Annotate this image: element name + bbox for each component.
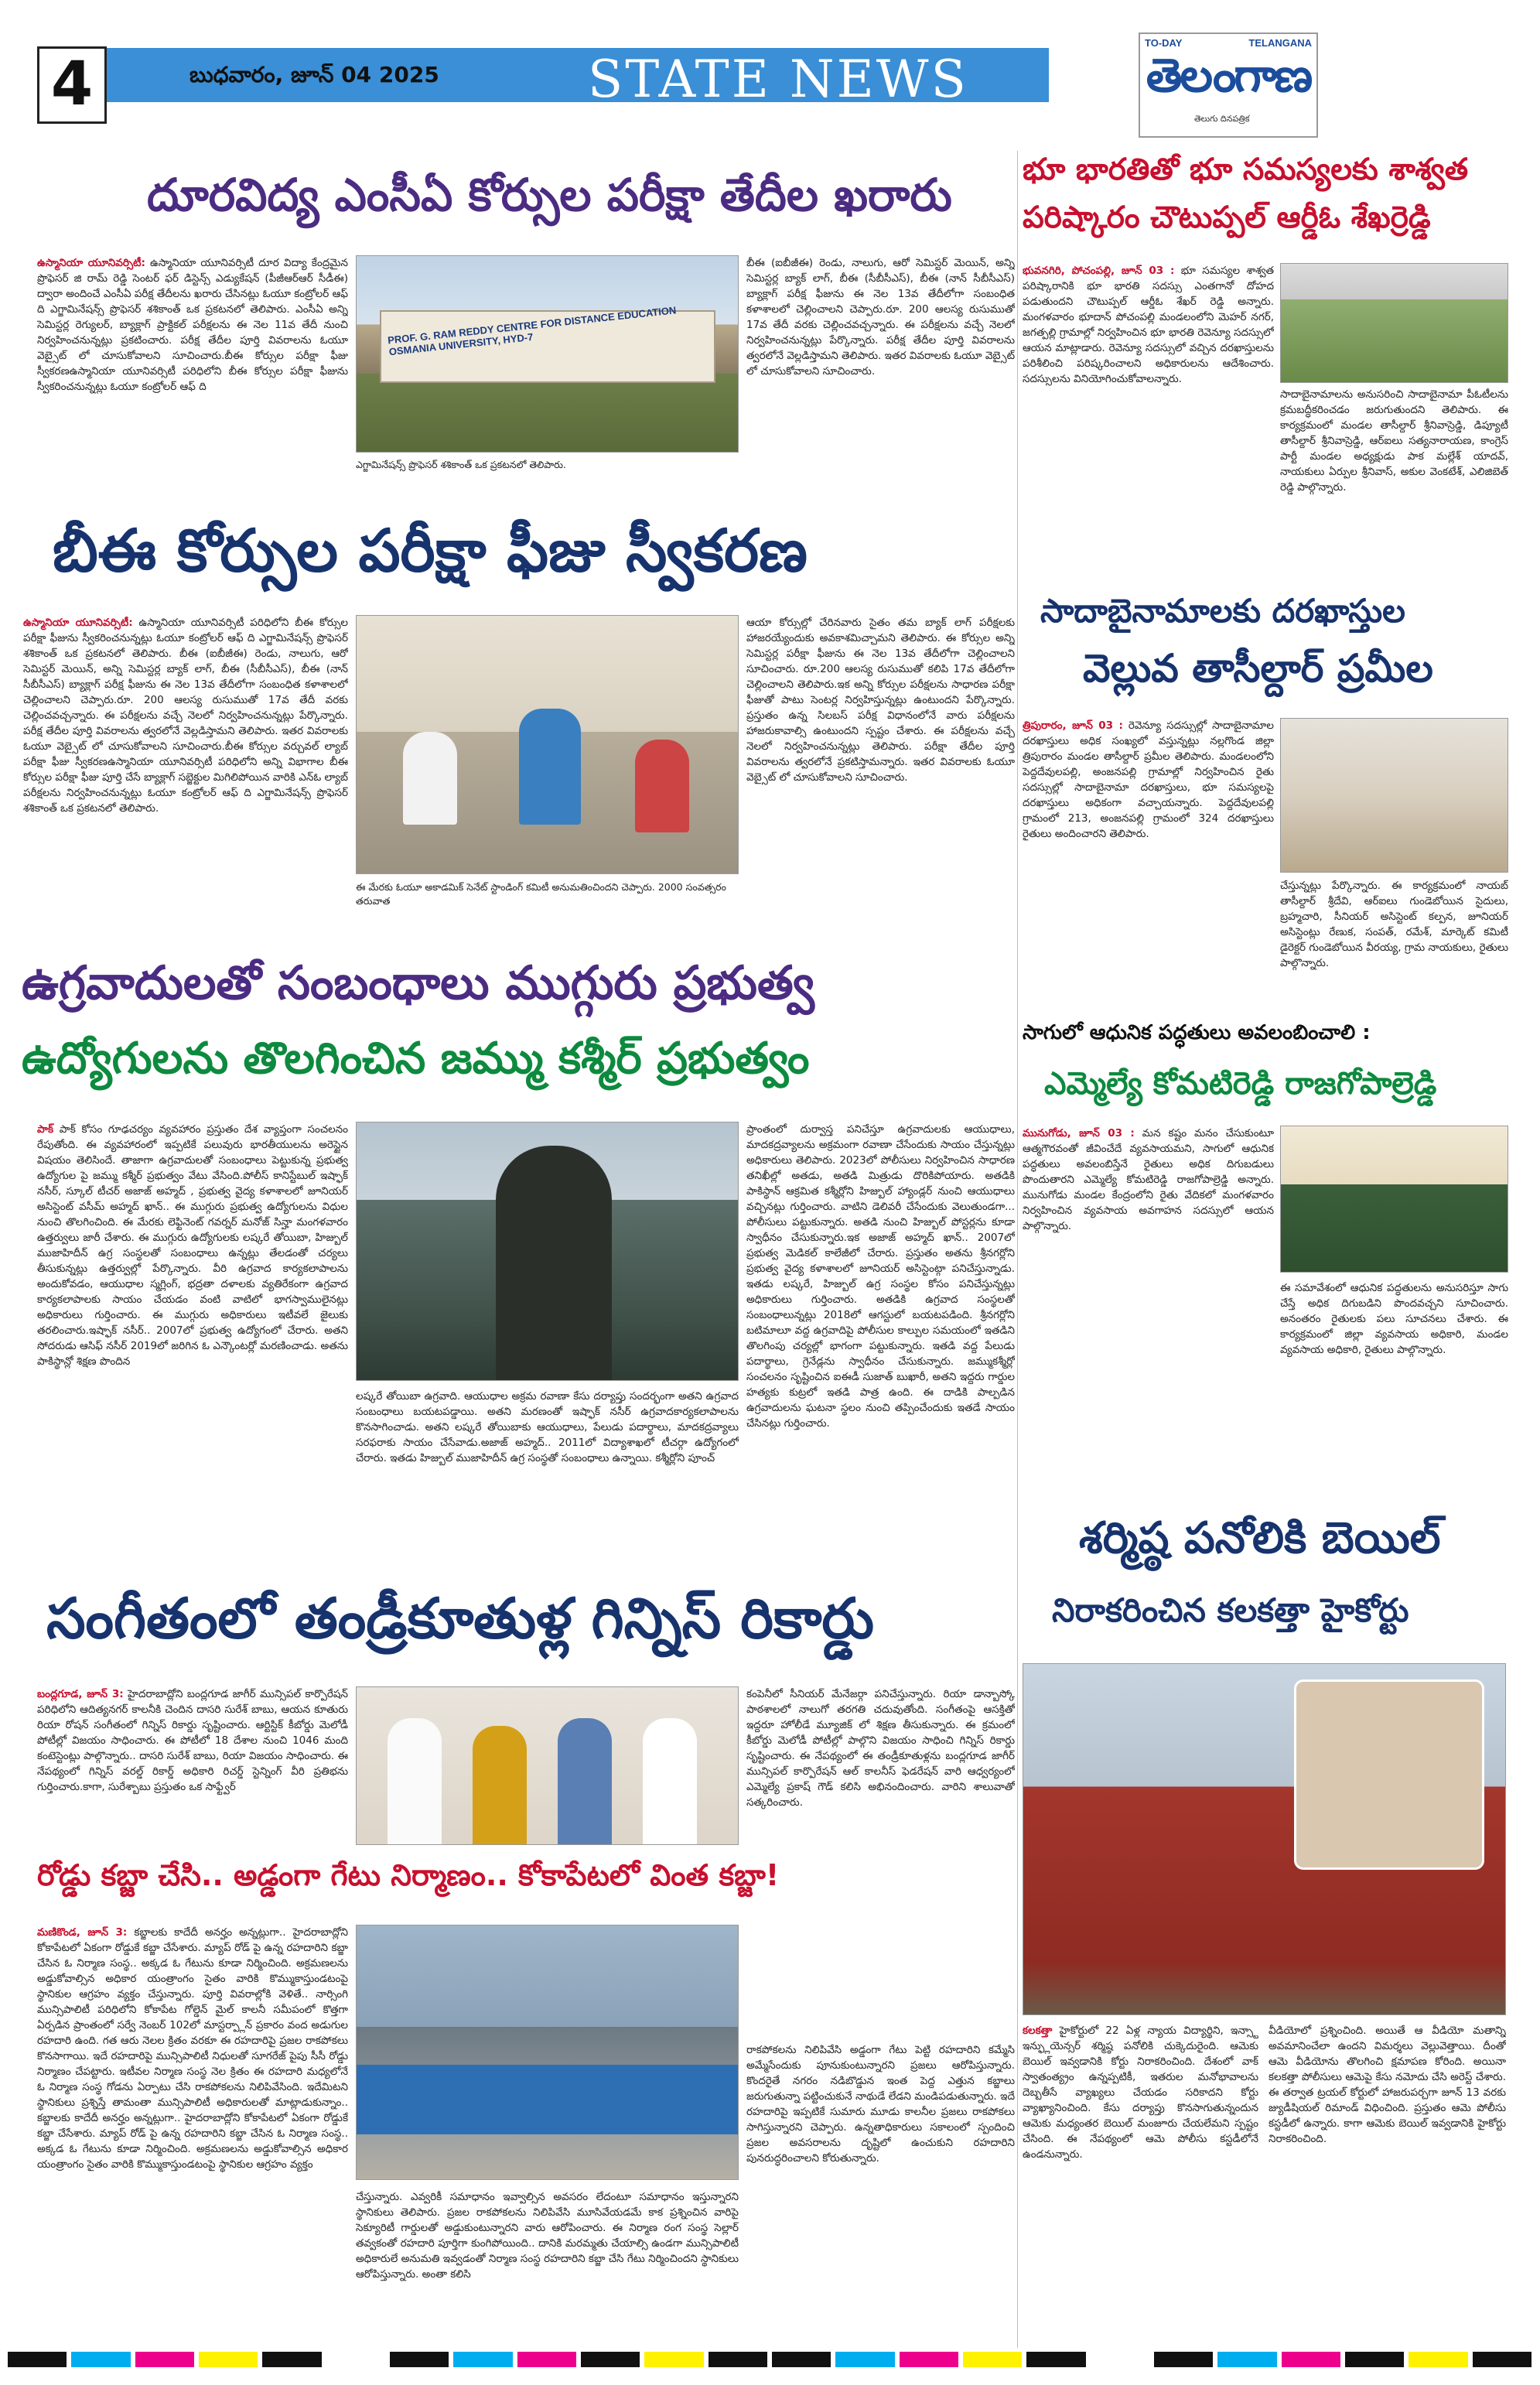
a1-photo-building	[356, 255, 739, 453]
logo-tagline: తెలుగు దినపత్రిక	[1194, 114, 1250, 124]
a7-body2: చేస్తున్నట్లు పేర్కొన్నారు. ఈ కార్యక్రమంలో నాయబ్ తాసీల్దార్ శ్రీదేవి, ఆర్ఐలు గుండెబోయిన సైదులు, బ్రహ్మచారి, సీనియర్ అసిస్టెంట్ కల్పన, జూనియర్ అసిస్టెంట్లు రేణుక, సంపత్, రమేశ్, మార్కెట్ కమిటీ డైరెక్టర్ గుండెబోయిన వీరయ్య, గ్రామ నాయకులు, రైతులు పాల్గొన్నారు.	[1280, 880, 1508, 969]
a5-body-text: కబ్జాలకు కాదేదీ అనర్హం అన్నట్లుగా.. హైదరాబాద్లోని కోకాపేటలో ఏకంగా రోడ్డుకే కబ్జా చేసేశారు. మ్యాప్ రోడ్ పై ఉన్న రహదారిని కబ్జా చేసిన ఓ నిర్మాణ సంస్థ.. అక్కడ ఓ గేటును కూడా నిర్మించింది. అక్రమణలను అడ్డుకోవాల్సిన అధికార యంత్రాంగం సైతం వారికి కొమ్ముకాస్తుండటంపై స్థానికుల ఆగ్రహం వ్యక్తం చేస్తున్నారు. పూర్తి వివరాల్లోకి వెళితే.. నార్సింగి మున్సిపాలిటీ పరిధిలోని కోకాపేట గోల్డెన్ మైల్ కాలనీ సమీపంలో కొత్తగా ఏర్పడిన ప్రాంతంలో సర్వే నెంబర్ 102లో మాస్టర్ప్లాన్ ప్రకారం వంద అడుగుల రహదారి ఉంది. గత ఆరు నెలల క్రితం వరకూ ఈ రహదారిపై ప్రజల రాకపోకలు కొనసాగాయి. ఇదే రహదారిపై మున్సిపాలిటీ నిధులతో సూగరేజ్ పైపు సీసీ రోడ్డు నిర్మాణం చేపట్టారు. ఇటీవల నిర్మాణ సంస్థ నెల క్రితం ఈ రహదారి మధ్యలోనే ఓ నిర్మాణ సంస్థ గోడను ఏర్పాటు చేసి రాకపోకలను నిలిపివేసింది. ఇదేమిటని స్థానికులు ప్రశ్నిస్తే తామంతా మున్సిపాలిటీ అధికారులతో మాట్లాడుకున్నాం.. కబ్జాలకు కాదేదీ అనర్హం అన్నట్లుగా.. హైదరాబాద్లోని కోకాపేటలో ఏకంగా రోడ్డుకే కబ్జా చేసేశారు. మ్యాప్ రోడ్ పై ఉన్న రహదారిని కబ్జా చేసిన ఓ నిర్మాణ సంస్థ.. అక్కడ ఓ గేటును కూడా నిర్మించింది. అక్రమణలను అడ్డుకోవాల్సిన అధికార యంత్రాంగం సైతం వారికి కొమ్ముకాస్తుండటంపై స్థానికుల ఆగ్రహం వ్యక్తం	[37, 1926, 348, 2171]
column-rule	[1017, 151, 1018, 2348]
a4-byline: బంద్లగూడ, జూన్ 3:	[37, 1688, 124, 1700]
masthead-logo	[1139, 32, 1318, 138]
a3-photo-soldier	[356, 1122, 739, 1381]
a6-body2: సాదాబైనామాలను అనుసరించి సాదాబైనామా పీఓటీలను క్రమబద్ధీకరించడం జరుగుతుందని తెలిపారు. ఈ కార్యక్రమంలో మండల తాసీల్దార్ శ్రీనివాస్రెడ్డి, డిప్యూటీ తాసీల్దార్ శ్రీనివాస్రెడ్డి, ఆర్ఐలు సత్యనారాయణ, కాంగ్రెస్ పార్టీ మండల అధ్యక్షుడు పాక మల్లేశ్ యాదవ్, నాయకులు ఏర్పుల శ్రీనివాస్, అకుల వెంకటేశ్, ఎలిజిబెత్ రెడ్డి పాల్గొన్నారు.	[1280, 388, 1508, 494]
logo-brand: తెలంగాణ	[1146, 49, 1311, 103]
a3-headline-2: ఉద్యోగులను తొలగించిన జమ్ము కశ్మీర్ ప్రభుత్వం	[22, 1034, 810, 1084]
logo-top-right: TELANGANA	[1248, 37, 1312, 49]
logo-top-left: TO-DAY	[1145, 37, 1183, 49]
a8-byline: మునుగోడు, జూన్ 03 :	[1023, 1127, 1135, 1140]
a8-photo-mla	[1280, 1126, 1508, 1273]
a4-body2: కంపెనీలో సీనియర్ మేనేజర్గా పనిచేస్తున్నారు. రియా డాన్బాస్కో పాఠశాలలో నాలుగో తరగతి చదువుతోంది. సంగీతంపై ఆసక్తితో ఇద్దరూ హోలీడే మ్యూజిక్ లో శిక్షణ తీసుకున్నారు. ఈ క్రమంలో కీబోర్డు మెలోడీ పోటీల్లో పాల్గొని విజయం సాధించి గిన్నిస్ రికార్డు సృష్టించారు. ఈ నేపథ్యంలో ఈ తండ్రీకూతుళ్లను బంద్లగూడ జాగీర్ మున్సిపల్ కార్పొరేషన్ ఆల్ కాలనీస్ ఫెడరేషన్ వారి ఆధ్వర్యంలో ఎమ్మెల్యే ప్రకాష్ గౌడ్ కలిసి అభినందించారు. వారిని శాలువాతో సత్కరించారు.	[746, 1688, 1015, 1809]
a5-caption: చేస్తున్నారు. ఎవ్వరికీ సమాధానం ఇవ్వాల్సిన అవసరం లేదంటూ సమాధానం ఇస్తున్నారని స్థానికులు తెలిపారు. ప్రజల రాకపోకలను నిలిపివేసి మూసివేయడమే కాక ప్రశ్నించిన వారిపై సెక్యూరిటీ గార్డులతో అడ్డుకుంటున్నారని వారు ఆరోపించారు. ఈ నిర్మాణ రంగ సంస్థ సెల్లార్ తవ్వకంతో రహదారి పూర్తిగా కుంగిపోయింది.. దానికి మరమ్మతు చేయాల్సి ఉండగా మున్సిపాలిటీ అధికారులే అనుమతి ఇవ్వడంతో నిర్మాణ సంస్థ రహదారిని కబ్జా చేసి గేటు నిర్మించిందని స్థానికులు ఆరోపిస్తున్నారు. అంతా కలిసి	[356, 2191, 739, 2281]
a4-headline: సంగీతంలో తండ్రీకూతుళ్ల గిన్నిస్ రికార్డు	[46, 1586, 875, 1651]
a1-body2: బీఈ (ఐబీజీఈ) రెండు, నాలుగు, ఆరో సెమిస్టర్ మెయిన్, అన్ని సెమిస్టర్ల బ్యాక్ లాగ్, బీఈ (సీబీసీఎస్), బీఈ (నాన్ సీబీసీఎస్) బ్యాక్లాగ్ పరీక్ష ఫీజును ఈ నెల 13వ తేదీలోగా సంబంధిత కళాశాలలో చెల్లించాలని చెప్పారు.రూ. 200 ఆలస్య రుసుముతో 17వ తేదీ వరకు చెల్లించవచ్చన్నారు. ఈ పరీక్షలను వచ్చే నెలలో నిర్వహించనున్నట్లు పేర్కొన్నారు. పరీక్ష తేదీల పూర్తి వివరాలను త్వరలోనే వెల్లడిస్తామని తెలిపారు. ఇతర వివరాలకు ఓయూ వెబ్సైట్ లో చూసుకోవాలని సూచించారు.	[746, 257, 1015, 378]
a1-headline: దూరవిద్య ఎంసీఏ కోర్సుల పరీక్షా తేదీల ఖరారు	[147, 169, 952, 221]
a9-headline-1: శర్మిష్ఠ పనోలికి బెయిల్	[1079, 1513, 1441, 1563]
a8-headline: ఎమ్మెల్యే కోమటిరెడ్డి రాజగోపాల్రెడ్డి	[1044, 1066, 1437, 1102]
a1-photo-signage: PROF. G. RAM REDDY CENTRE FOR DISTANCE EDUCATION OSMANIA UNIVERSITY, HYD-7	[387, 304, 677, 358]
a6-headline-1: భూ భారతితో భూ సమస్యలకు శాశ్వత	[1023, 152, 1469, 187]
a8-body-text: మన కష్టం మనం చేసుకుంటూ ఆత్మగౌరవంతో జీవించేదే వ్యవసాయమని, సాగులో ఆధునిక పద్ధతులు అవలంబిస్తేనే రైతులు అధిక దిగుబడులు పొందుతారని ఎమ్మెల్యే కోమటిరెడ్డి రాజగోపాల్రెడ్డి అన్నారు. మునుగోడు మండల కేంద్రంలోని రైతు వేదికలో మంగళవారం నిర్వహించిన వ్యవసాయ అవగాహన సదస్సులో ఆయన పాల్గొన్నారు.	[1023, 1127, 1274, 1232]
a5-body	[37, 1925, 348, 2354]
a1-byline: ఉస్మానియా యూనివర్సిటీ:	[37, 257, 145, 269]
a7-photo-office	[1280, 718, 1508, 873]
a3-body-text: పాక్ కోసం గూఢచర్యం వ్యవహారం ప్రస్తుతం దేశ వ్యాప్తంగా సంచలనం రేపుతోంది. ఈ వ్యవహారంలో ఇప్పటికే పలువురు భారతీయులను అరెస్టైన విషయం తెలిసిందే. తాజాగా ఉగ్రవాదులతో సంబంధాలు పెట్టుకున్న ప్రభుత్వ ఉద్యోగుల పై జమ్ము కశ్మీర్ ప్రభుత్వం వేటు వేసింది.పోలీస్ కానిస్టేబుల్ ఇష్ఫాక్ నసీర్, స్కూల్ టీచర్ అజాజ్ అహ్మద్ , ప్రభుత్వ వైద్య కళాశాలలో జూనియర్ అసిస్టెంట్ వసీమ్ అహ్మద్ ఖాన్.. ఈ ముగ్గురు ప్రభుత్వ ఉద్యోగులను విధుల నుంచి తొలగించింది. ఈ మేరకు లెఫ్టినెంట్ గవర్నర్ మనోజ్ సిన్హా మంగళవారం ఉత్తర్వులు జారీ చేశారు. ఈ ముగ్గురు ఉద్యోగులకు లష్కరే తోయిబా, హిజ్బుల్ ముజాహిదీన్ ఉగ్ర సంస్థలతో సంబంధాలు ఉన్నట్లు తేలడంతో చర్యలు తీసుకున్నట్లు ఉత్తర్వుల్లో పేర్కొన్నారు. వీరి ఉగ్రవాద కార్యకలాపాలను అందుకోవడం, ఆయుధాల స్మగ్లింగ్, భద్రతా దళాలకు వ్యతిరేకంగా ఉగ్రవాద కార్యకలాపాలకు సాయం చేయడం వంటి వాటిలో భాగస్వాములైనట్లు అధికారులు గుర్తించారు. ఈ ముగ్గురు అధికారులు ఇటీవలే జైలుకు తరలించారు.ఇష్ఫాక్ నసీర్.. 2007లో ప్రభుత్వ ఉద్యోగంలో చేరారు. అతని సోదరుడు ఆసిఫ్ నసీర్ 2019లో జరిగిన ఓ ఎన్కౌంటర్లో మరణించాడు. అతను పాకిస్థాన్లో శిక్షణ పొందిన	[37, 1123, 348, 1368]
a7-headline-1: సాదాబైనామాలకు దరఖాస్తుల	[1040, 592, 1405, 630]
a5-photo-gate	[356, 1925, 739, 2180]
a5-body2: రాకపోకలను నిలిపివేసి అడ్డంగా గేటు పెట్టి రహదారిని కమ్మేసి అమ్మేసేందుకు పూనుకుంటున్నారని ప్రజలు ఆరోపిస్తున్నారు. కొందరైతే నగరం నడిబొడ్డున ఇంత పెద్ద ఎత్తున కబ్జాలు జరుగుతున్నా పట్టించుకునే నాథుడే లేడని మండిపడుతున్నారు. ఇదే రహదారిపై ఇప్పటికే సుమారు మూడు కాలనీల ప్రజలు రాకపోకలు సాగిస్తున్నారని చెప్పారు. ఉన్నతాధికారులు సకాలంలో స్పందించి ప్రజల అవసరాలను దృష్టిలో ఉంచుకుని రహదారిని పునరుద్ధరించాలని కోరుతున్నారు.	[746, 2044, 1015, 2165]
a6-body	[1023, 263, 1274, 549]
a2-body2: ఆయా కోర్సుల్లో చేరినవారు సైతం తమ బ్యాక్ లాగ్ పరీక్షలకు హాజరయ్యేందుకు అవకాశమిచ్చామని తెలిపారు. ఈ కోర్సుల అన్ని సెమిస్టర్ల పరీక్షా ఫీజును ఈ నెల 13వ తేదీలోగా చెల్లించాలని సూచించారు. రూ.200 ఆలస్య రుసుముతో కలిపి 17వ తేదీలోగా చెల్లించాలని తెలిపారు.ఇక అన్ని కోర్సుల పరీక్షలను సాధారణ పరీక్షా ఫీజుతో పాటు సెంటర్ల నిర్వహిస్తున్నట్లు ఉంటుందని పేర్కొన్నారు. ప్రస్తుతం ఉన్న సిలబస్ పరీక్ష విధానంలోనే వారు పరీక్షలను హాజరుకావాల్సి ఉంటుందని స్పష్టం చేశారు. ఈ పరీక్షలను వచ్చే నెలలో నిర్వహించనున్నట్లు తెలిపారు. పరీక్షా తేదీల పూర్తి వివరాలను త్వరలోనే ప్రకటిస్తామన్నారు. ఇతర వివరాలకు ఓయూ వెబ్సైట్ లో చూసుకోవాలని సూచించారు.	[746, 617, 1015, 784]
a5-byline: మణికొండ, జూన్ 3:	[37, 1926, 128, 1939]
a9-body-text: హైకోర్టులో 22 ఏళ్ల న్యాయ విద్యార్థిని, ఇన్స్టా ఇన్ఫ్లుయెన్సర్ శర్మిష్ఠ పనోలికి చుక్కెదురైంది. ఆమెకు బెయిల్ ఇవ్వడానికి కోర్టు నిరాకరించింది. దేశంలో వాక్ స్వాతంత్య్రం ఉన్నప్పటికీ, ఇతరుల మనోభావాలను దెబ్బతీసే వ్యాఖ్యలు చేయడం సరికాదని కోర్టు వ్యాఖ్యానించింది. కేసు దర్యాప్తు కొనసాగుతున్నందున ఆమెకు మధ్యంతర బెయిల్ మంజూరు చేయలేమని స్పష్టం చేసింది. ఈ నేపథ్యంలో ఆమె పోలీసు కస్టడీలోనే ఉండనున్నారు.	[1023, 2025, 1258, 2161]
a8-kicker: సాగులో ఆధునిక పద్ధతులు అవలంబించాలి :	[1023, 1021, 1371, 1044]
issue-date: బుధవారం, జూన్ 04 2025	[190, 62, 439, 87]
page-number: 4	[37, 46, 107, 124]
a9-byline: కలకత్తా	[1023, 2025, 1053, 2037]
a8-body2: ఈ సమావేశంలో ఆధునిక పద్ధతులను అనుసరిస్తూ సాగు చేస్తే అధిక దిగుబడిని పొందవచ్చని సూచించారు. అనంతరం రైతులకు పలు సూచనలు చేశారు. ఈ కార్యక్రమంలో జిల్లా వ్యవసాయ అధికారి, మండల వ్యవసాయ అధికారి, రైతులు పాల్గొన్నారు.	[1280, 1282, 1508, 1356]
a1-body-text: ఉస్మానియా యూనివర్సిటీ దూర విద్యా కేంద్రమైన ప్రొఫెసర్ జి రామ్ రెడ్డి సెంటర్ ఫర్ డిస్టెన్స్ ఎడ్యుకేషన్ (పీజీఆర్ఆర్ సీడీఈ) ద్వారా అందించే ఎంసీఏ పరీక్ష తేదీలను ఖరారు చేసినట్లు ఓయూ కంట్రోలర్ ఆఫ్ ది ఎగ్జామినేషన్స్ ప్రొఫెసర్ శశికాంత్ ఒక ప్రకటనలో తెలిపారు. ఎంసీఏ అన్ని సెమిస్టర్ల రెగ్యులర్, బ్యాక్లాగ్ ప్రాక్టికల్ పరీక్షలను ఈ నెల 11వ తేదీ నుంచి నిర్వహించనున్నట్లు ప్రకటించారు. పరీక్ష తేదీల పూర్తి వివరాలను ఓయూ వెబ్సైట్ లో చూసుకోవాలని సూచించారు.బీఈ కోర్సుల పరీక్షా ఫీజు స్వీకరణఉస్మానియా యూనివర్సిటీ పరిధిలోని బీఈ కోర్సుల పరీక్షా ఫీజును స్వీకరించనున్నట్లు ఓయూ కంట్రోలర్ ఆఫ్ ది	[37, 257, 348, 393]
a7-body	[1023, 718, 1274, 1012]
a6-body-text: భూ సమస్యల శాశ్వత పరిష్కారానికి భూ భారతి సదస్సు ఎంతగానో దోహద పడుతుందని చౌటుప్పల్ ఆర్డీఓ శేఖర్ రెడ్డి అన్నారు. మంగళవారం భూదాన్ పోచంపల్లి మండలంలోని మెహర్ నగర్, జగత్పల్లి గ్రామాల్లో నిర్వహించిన భూ భారతి రెవెన్యూ సదస్సులో ఆయన మాట్లాడారు. రెవెన్యూ సదస్సులో వచ్చిన దరఖాస్తులను పరిశీలించి పరిష్కరించాలని అధికారులను ఆదేశించారు. సదస్సులను వినియోగించుకోవాలన్నారు.	[1023, 265, 1274, 385]
a8-body	[1023, 1126, 1274, 1559]
a6-headline-2: పరిష్కారం చౌటుప్పల్ ఆర్డీఓ శేఖర్రెడ్డి	[1023, 200, 1431, 235]
a9-photo-court	[1023, 1663, 1506, 2015]
a5-headline: రోడ్డు కబ్జా చేసి.. అడ్డంగా గేటు నిర్మాణం.. కోకాపేటలో వింత కబ్జా!	[37, 1858, 780, 1892]
a1-caption: ఎగ్జామినేషన్స్ ప్రొఫెసర్ శశికాంత్ ఒక ప్రకటనలో తెలిపారు.	[356, 459, 566, 470]
a2-body	[23, 615, 348, 924]
a2-byline: ఉస్మానియా యూనివర్సిటీ:	[23, 617, 133, 629]
a9-body	[1023, 2023, 1258, 2352]
a9-headline-2: నిరాకరించిన కలకత్తా హైకోర్టు	[1052, 1591, 1409, 1629]
a2-caption: ఈ మేరకు ఓయూ అకాడమిక్ సెనేట్ స్టాండింగ్ కమిటీ అనుమతించిందని చెప్పారు. 2000 సంవత్సరం తరువాత	[356, 881, 726, 907]
a7-byline: త్రిపురారం, జూన్ 03 :	[1023, 719, 1123, 732]
a2-photo-exam-hall	[356, 615, 739, 874]
a4-body	[37, 1686, 348, 1841]
a9-body2: వీడియోలో ప్రశ్నించింది. అయితే ఆ వీడియో మతాన్ని అవమానించేలా ఉందని విమర్శలు వెల్లువెత్తాయి. దీంతో ఆమె వీడియోను తొలగించి క్షమాపణ కోరింది. అయినా కలకత్తా పోలీసులు ఆమెపై కేసు నమోదు చేసి అరెస్ట్ చేశారు. ఈ తర్వాత ట్రయల్ కోర్టులో హాజరుపర్చగా జూన్ 13 వరకు జ్యుడీషియల్ రిమాండ్ విధించింది. ప్రస్తుతం ఆమె పోలీసు కస్టడీలో ఉన్నారు. కాగా ఆమెకు బెయిల్ ఇవ్వడానికి హైకోర్టు నిరాకరించింది.	[1269, 2025, 1506, 2145]
a7-headline-2: వెల్లువ తాసీల్దార్ ప్రమీల	[1083, 646, 1433, 691]
a3-byline: పాక్	[37, 1123, 54, 1136]
a4-photo-felicitation	[356, 1686, 739, 1845]
a3-body2: ప్రాంతంలో దుర్వాస్త పనిచేస్తూ ఉగ్రవాదులకు ఆయుధాలు, మాదకద్రవ్యాలను అక్రమంగా రవాణా చేసేందుకు సాయం చేస్తున్నట్లు అధికారులు తెలిపారు. 2023లో పోలీసులు నిర్వహించిన సాధారణ తనిఖీల్లో అతడు, అతడి మిత్రుడు దొరికిపోయారు. అతడికి పాకిస్థాన్ ఆక్రమిత కశ్మీర్లోని హిజ్బుల్ హ్యాండ్లర్ నుంచి ఆయుధాలు వచ్చినట్లు గుర్తించారు. వాటిని డెలివరీ చేసేందుకు వెలుతుండగా... పోలీసులు పట్టుకున్నారు. అతడి నుంచి హిజ్బుల్ పోస్టర్లను కూడా స్వాధీనం చేసుకున్నారు.ఇక అజాజ్ అహ్మద్ ఖాన్.. 2007లో ప్రభుత్వ మెడికల్ కాలేజీలో చేరారు. ప్రస్తుతం అతను శ్రీనగర్లోని ప్రభుత్వ వైద్య కళాశాలలో జూనియర్ అసిస్టెంట్గా పనిచేస్తున్నాడు. ఇతడు లష్కరే, హిజ్బుల్ ఉగ్ర సంస్థల కోసం పనిచేస్తున్నట్లు అధికారులు గుర్తించారు. అతడికి ఉగ్రవాద సంస్థలతో సంబంధాలున్నట్లు 2018లో ఆగస్టులో బయటపడింది. శ్రీనగర్లోని బటిమాలూ వద్ద ఉగ్రవాదిపై పోలీసుల కాల్పుల సమయంలో ఇతడిని తొలగింపు చర్యల్లో భాగంగా పట్టుకున్నారు. ఇతడి వద్ద పేలుడు పదార్థాలు, గ్రెనేడ్లను స్వాధీనం చేసుకున్నారు. జమ్ముకశ్మీర్లో సంచలనం సృష్టించిన ఐఈడీ సుజాత్ బుఖారీ, అతని ఇద్దరు గార్డుల హత్యకు కుట్రలో ఇతడి పాత్ర ఉంది. ఈ దాడికి పాల్పడిన ఉగ్రవాదులను ఘటనా స్థలం నుంచి తప్పించేందుకు ఇతడే సాయం చేసినట్లు గుర్తించారు.	[746, 1123, 1015, 1430]
a3-body	[37, 1122, 348, 1570]
a3-headline-1: ఉగ్రవాదులతో సంబంధాలు ముగ్గురు ప్రభుత్వ	[22, 956, 814, 1010]
section-title: STATE NEWS	[588, 50, 968, 109]
a1-body	[37, 255, 348, 458]
a2-body-text: ఉస్మానియా యూనివర్సిటీ పరిధిలోని బీఈ కోర్సుల పరీక్షా ఫీజును స్వీకరించనున్నట్లు ఓయూ కంట్రోలర్ ఆఫ్ ది ఎగ్జామినేషన్స్ ప్రొఫెసర్ శశికాంత్ ఒక ప్రకటనలో తెలిపారు. బీఈ (ఐబీజీఈ) రెండు, నాలుగు, ఆరో సెమిస్టర్ మెయిన్, అన్ని సెమిస్టర్ల బ్యాక్ లాగ్, బీఈ (సీబీసీఎస్), బీఈ (నాన్ సీబీసీఎస్) బ్యాక్లాగ్ పరీక్ష ఫీజును ఈ నెల 13వ తేదీలోగా సంబంధిత కళాశాలలో చెల్లించాలని చెప్పారు.రూ. 200 ఆలస్య రుసుముతో 17వ తేదీ వరకు చెల్లించవచ్చన్నారు. ఈ పరీక్షలను వచ్చే నెలలో నిర్వహించనున్నట్లు పేర్కొన్నారు. పరీక్ష తేదీల పూర్తి వివరాలను త్వరలోనే వెల్లడిస్తామని తెలిపారు. ఇతర వివరాలకు ఓయూ వెబ్సైట్ లో చూసుకోవాలని సూచించారు.బీఈ కోర్సుల వర్చువల్ ల్యాబ్ పరీక్షా ఫీజు స్వీకరణఉస్మానియా యూనివర్సిటీ పరిధిలోని అన్ని విభాగాల బీఈ కోర్సుల పరీక్షా ఫీజు పూర్తి చేసే బ్యాక్లాగ్ సబ్జెక్టుల మిగిలిపోయిన వారికి ఎన్ఓ ల్యాబ్ పరీక్షలను నిర్వహించనున్నట్లు ఓయూ కంట్రోలర్ ఆఫ్ ది ఎగ్జామినేషన్స్ ప్రొఫెసర్ శశికాంత్ ఒక ప్రకటనలో తెలిపారు.	[23, 617, 348, 815]
a6-photo-sadassu	[1280, 263, 1508, 383]
a6-byline: భువనగిరి, పోచంపల్లి, జూన్ 03 :	[1023, 265, 1175, 277]
a3-caption: లష్కరే తోయిబా ఉగ్రవాది. ఆయుధాల అక్రమ రవాణా కేసు దర్యాప్తు సందర్భంగా అతని ఉగ్రవాద సంబంధాలు బయటపడ్డాయి. అతని మరణంతో ఇష్ఫాక్ నసీర్ ఉగ్రవాదకార్యకలాపాలను కొనసాగించాడు. అతని లష్కరే తోయిబాకు ఆయుధాలు, పేలుడు పదార్థాలు, మాదకద్రవ్యాలు సరఫరాకు సాయం చేసేవాడు.అజాజ్ అహ్మద్.. 2011లో విద్యాశాఖలో టీచర్గా ఉద్యోగంలో చేరారు. ఇతడు హిజ్బుల్ ముజాహిదీన్ ఉగ్ర సంస్థతో సంబంధాలు ఉన్నాయి. కశ్మీర్లోని పూంచ్	[356, 1390, 739, 1464]
a7-body-text: రెవెన్యూ సదస్సుల్లో సాదాబైనామాల దరఖాస్తులు అధిక సంఖ్యలో వస్తున్నట్లు నల్లగొండ జిల్లా త్రిపురారం మండల తాసీల్దార్ ప్రమీల తెలిపారు. మండలంలోని పెద్దదేవులపల్లి, అంజనపల్లి గ్రామాల్లో నిర్వహించిన రైతు సదస్సుల్లో సాదాబైనామా దరఖాస్తులు, భూ సమస్యలపై దరఖాస్తులు అధికంగా వచ్చాయన్నారు. పెద్దదేవులపల్లి గ్రామంలో 213, అంజనపల్లి గ్రామంలో 324 దరఖాస్తులు రైతులు అందించారని తెలిపారు.	[1023, 719, 1274, 840]
color-strip	[8, 2352, 1531, 2367]
a4-body-text: హైదరాబాద్లోని బంద్లగూడ జాగీర్ మున్సిపల్ కార్పొరేషన్ పరిధిలోని ఆదిత్యనగర్ కాలనీకి చెందిన దాసరి సురేశ్ బాబు, ఆయన కూతురు రియా రోషన్ సంగీతంలో గిన్నిస్ రికార్డు సృష్టించారు. ఆర్టిస్టిక్ కీబోర్డు మెలోడీ పోటీల్లో విజయం సాధించారు. ఈ పోటీలో 18 దేశాల నుంచి 1046 మంది కంటెస్టెంట్లు పాల్గొన్నారు.. దాసరి సురేశ్ బాబు, రియా విజయం సాధించారు. ఈ నేపథ్యంలో గిన్నిస్ వరల్డ్ రికార్డ్ అధికారి రిచర్డ్ స్టెన్నింగ్ వీరి ప్రతిభను గుర్తించారు.కాగా, సురేశ్బాబు ప్రస్తుతం ఒక సాఫ్ట్వేర్	[37, 1688, 348, 1793]
a2-headline: బీఈ కోర్సుల పరీక్షా ఫీజు స్వీకరణ	[53, 516, 808, 585]
